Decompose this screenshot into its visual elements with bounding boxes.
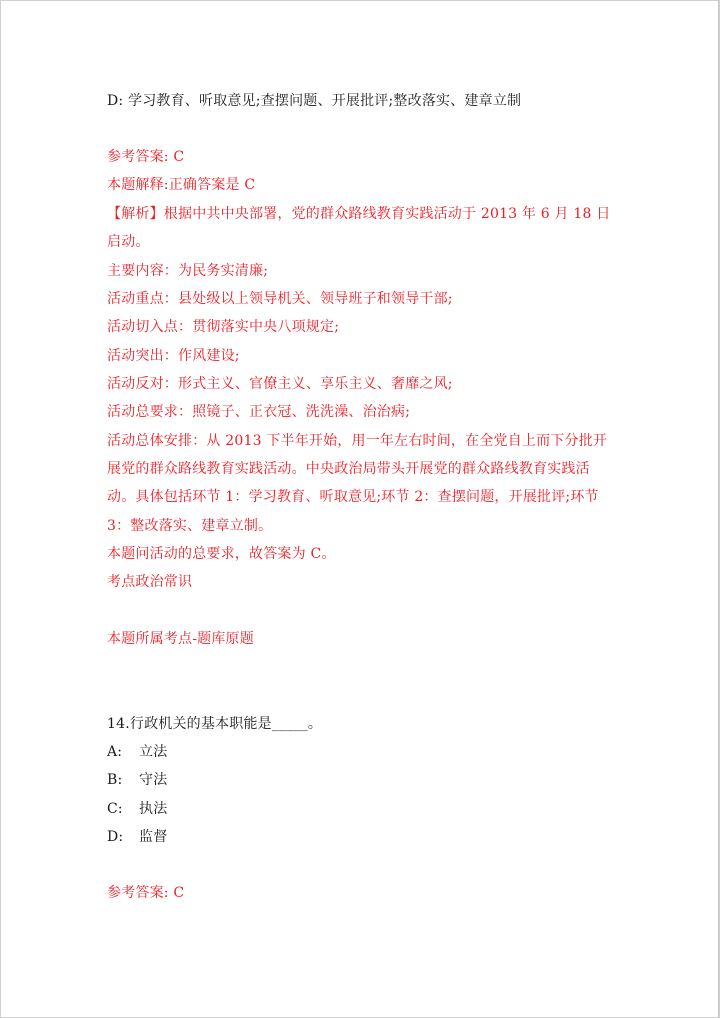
explanation-line: 动。具体包括环节 1：学习教育、听取意见;环节 2：查摆问题，开展批评;环节 — [107, 489, 599, 505]
explanation-line: 活动总要求：照镜子、正衣冠、洗洗澡、治治病; — [107, 404, 411, 420]
option-b — [107, 771, 167, 789]
explanation-line: 本题问活动的总要求，故答案为 C。 — [107, 546, 336, 562]
answer-line: 参考答案: C — [107, 885, 185, 901]
option-text: 执法 — [139, 801, 168, 817]
option-text: 立法 — [139, 744, 168, 760]
option-text: 守法 — [139, 772, 168, 788]
explanation-line: 本题解释:正确答案是 C — [107, 177, 256, 193]
option-c — [107, 800, 167, 818]
option-letter: D: — [107, 829, 124, 845]
option-letter: A: — [107, 744, 123, 760]
explanation-line: 活动重点：县处级以上领导机关、领导班子和领导干部; — [107, 291, 453, 307]
option-text: 监督 — [139, 829, 168, 845]
option-d — [107, 828, 167, 846]
option-letter: B: — [107, 772, 123, 788]
knowledge-point: 考点政治常识 — [107, 574, 193, 590]
explanation-line: 【解析】根据中共中央部署，党的群众路线教育实践活动于 2013 年 6 月 18 日 — [107, 206, 611, 222]
explanation-line: 活动反对：形式主义、官僚主义、享乐主义、奢靡之风; — [107, 376, 453, 392]
option-letter: C: — [107, 801, 123, 817]
explanation-line: 展党的群众路线教育实践活动。中央政治局带头开展党的群众路线教育实践活 — [107, 461, 590, 477]
explanation-line: 活动总体安排：从 2013 下半年开始，用一年左右时间，在全党自上而下分批开 — [107, 433, 608, 449]
explanation-line: 启动。 — [107, 234, 150, 250]
prev-answer-line: 参考答案: C — [107, 149, 185, 165]
option-a — [107, 743, 167, 761]
explanation-line: 活动切入点：贯彻落实中央八项规定; — [107, 319, 340, 335]
page-edge — [718, 0, 719, 1018]
source-line: 本题所属考点-题库原题 — [107, 631, 254, 647]
explanation-line: 活动突出：作风建设; — [107, 348, 240, 364]
question-stem: 14.行政机关的基本职能是_____。 — [107, 716, 323, 732]
explanation-line: 主要内容：为民务实清廉; — [107, 263, 269, 279]
prev-option-d: D: 学习教育、听取意见;查摆问题、开展批评;整改落实、建章立制 — [107, 93, 522, 109]
explanation-line: 3：整改落实、建章立制。 — [107, 518, 273, 534]
